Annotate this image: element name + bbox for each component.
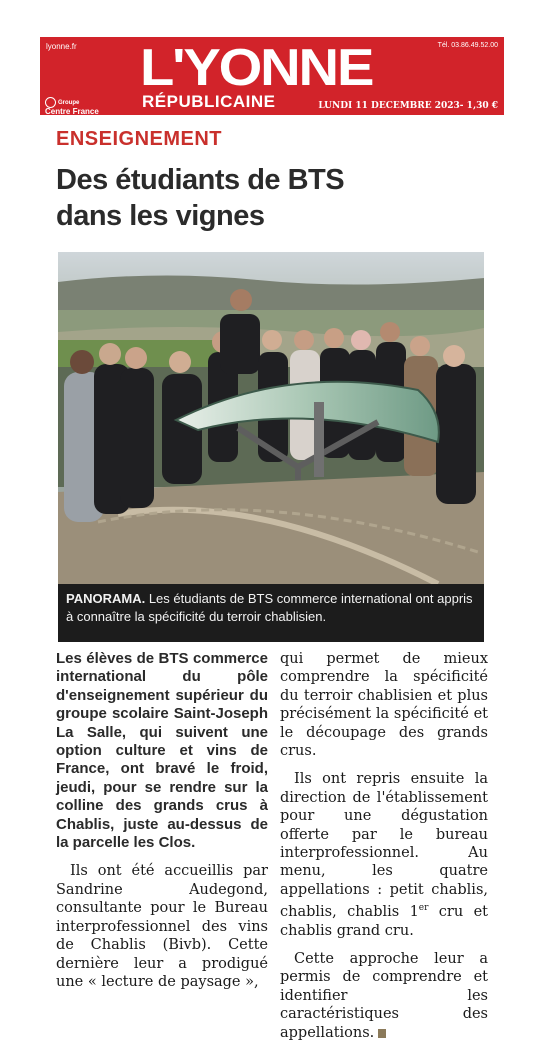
publisher-group: Groupe Centre France [45,97,99,115]
article-paragraph-2: Ils ont repris ensuite la direction de l'établissement pour une dégustation offerte par le bureau interprofessionnel. Au menu, les quatre appellations : petit chablis, chablis, chablis 1er cru et chablis grand cru. [280,771,488,939]
newspaper-subtitle: RÉPUBLICAINE [142,92,276,111]
masthead-phone: Tél. 03.86.49.52.00 [437,42,498,49]
masthead-site: lyonne.fr [46,42,77,51]
issue-date-price: LUNDI 11 DECEMBRE 2023- 1,30 € [318,101,498,111]
caption-lead: PANORAMA. [66,591,146,606]
article-column-1 [56,650,268,1001]
caption-text: Les étudiants de BTS commerce international ont appris à connaître la spécificité du terroir chablisien. [66,591,473,624]
article-chapo: Les élèves de BTS commerce international du pôle d'enseignement supérieur du groupe scolaire Saint-Joseph La Salle, qui suivent une option culture et vins de France, ont bravé le froid, jeudi, pour se rendre sur la colline des grands crus à Chablis, juste au-dessus de la parcelle les Clos. [56,650,268,852]
section-rubric: ENSEIGNEMENT [56,128,223,150]
article-photo [58,252,484,584]
article-paragraph-3: Cette approche leur a permis de comprendre et identifier les caractéristiques des appellations. [280,950,488,1041]
article-headline: Des étudiants de BTS dans les vignes [56,164,345,232]
newspaper-title: L'YONNE [140,39,373,97]
article-paragraph-1-continued: qui permet de mieux comprendre la spécificité du terroir chablisien et plus précisément la spécificité et le découpage des grands crus. [280,651,488,760]
end-of-article-icon [378,1029,386,1038]
photo-caption [58,584,484,642]
newspaper-masthead [40,37,504,115]
students-panorama-photo [58,252,484,584]
article-column-2 [280,650,488,1052]
article-paragraph-1: Ils ont été accueillis par Sandrine Audegond, consultante pour le Bureau interprofessionnel des vins de Chablis (Bivb). Cette dernière leur a prodigué une « lecture de paysage », [56,863,268,990]
